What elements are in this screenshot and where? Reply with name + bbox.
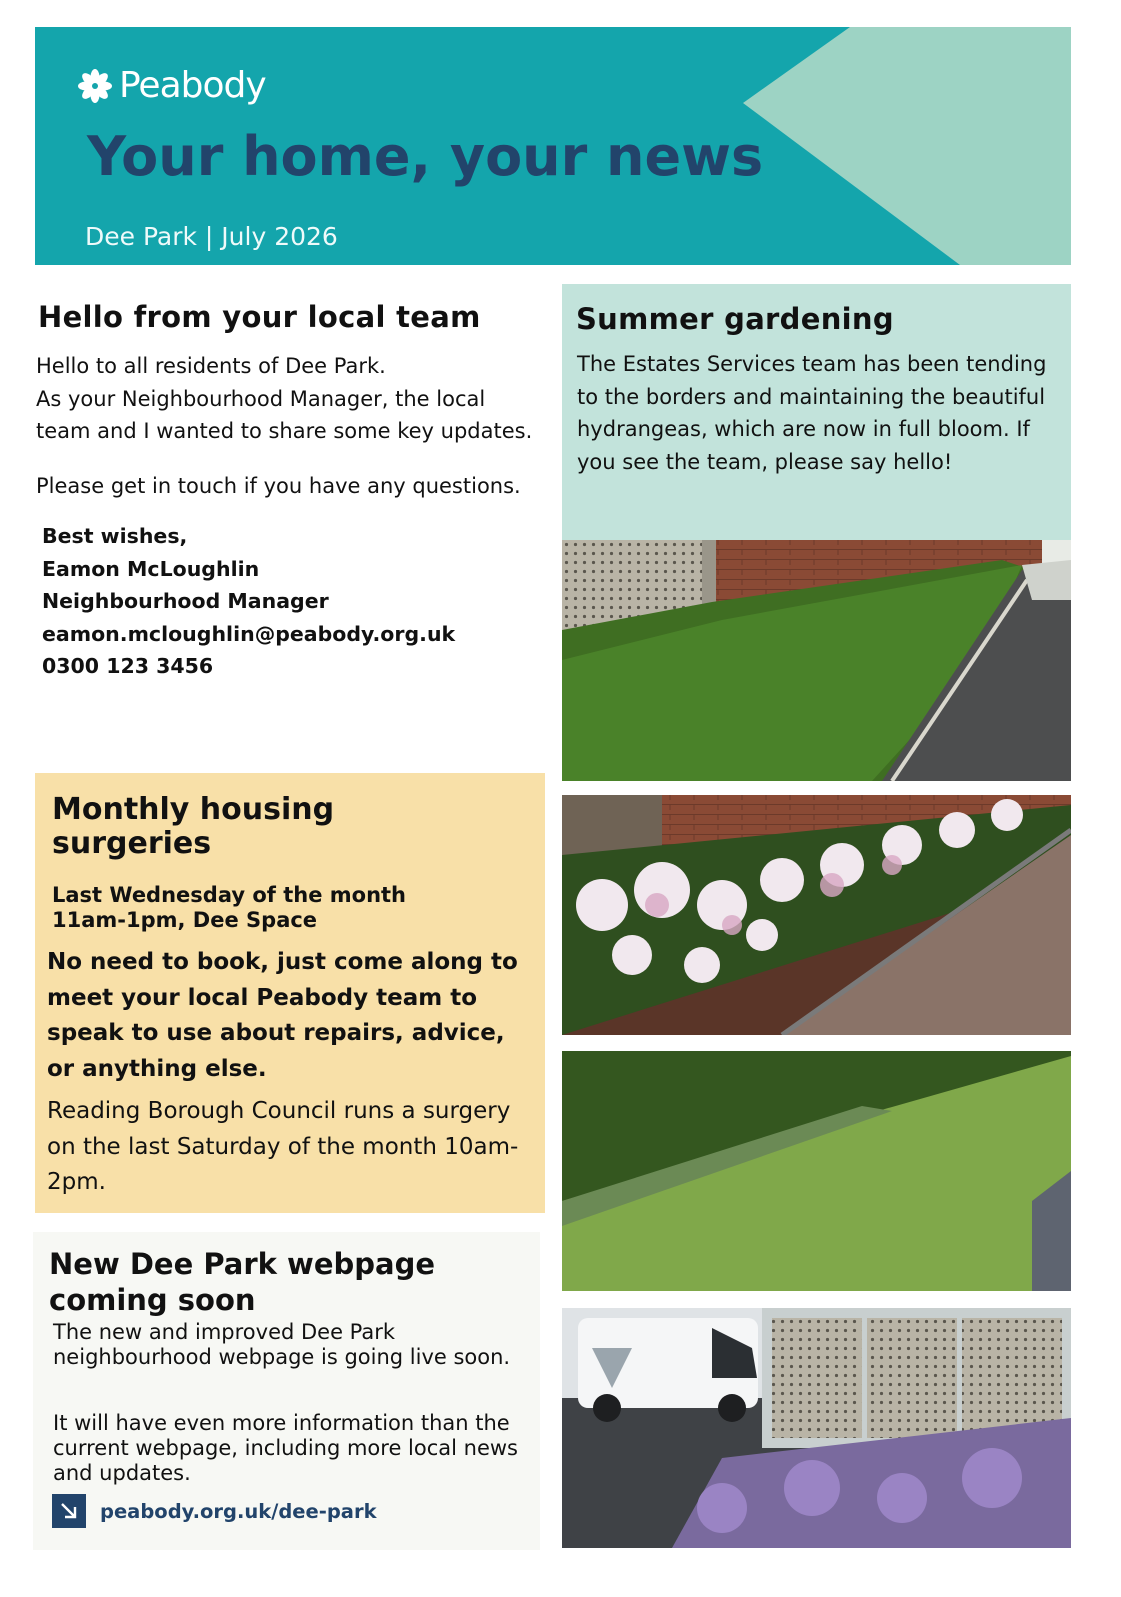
surgeries-when-time: 11am-1pm, Dee Space [52, 908, 318, 932]
surgeries-section [35, 773, 545, 1213]
hello-section [36, 300, 536, 683]
surgeries-when-day: Last Wednesday of the month [52, 883, 407, 907]
arrow-down-right-icon [52, 1494, 86, 1528]
manager-name: Eamon McLoughlin [42, 556, 260, 581]
gardening-text: The Estates Services team has been tending to the borders and maintaining the beautiful hydrangeas, which are now in full bloom. If you see the team, please say hello! [577, 352, 1047, 474]
hello-line-1: Hello to all residents of Dee Park. [36, 354, 386, 378]
van-lavender-photo [562, 1308, 1071, 1548]
page-title: Your home, your news [87, 125, 764, 188]
surgeries-heading-text: Monthly housing surgeries [52, 792, 335, 861]
webpage-para-1: The new and improved Dee Park neighbourhood webpage is going live soon. [53, 1320, 511, 1369]
gardening-section [562, 284, 1071, 540]
hedge-border-photo [562, 540, 1071, 781]
page-subtitle: Dee Park | July 2026 [85, 222, 338, 251]
webpage-link[interactable] [52, 1494, 377, 1528]
signature-block [42, 520, 536, 683]
webpage-section [33, 1232, 540, 1550]
manager-role: Neighbourhood Manager [42, 589, 329, 613]
peabody-logo [77, 65, 266, 106]
hello-line-3: Please get in touch if you have any questions. [36, 473, 521, 498]
webpage-heading-text: New Dee Park webpage coming soon [49, 1247, 436, 1317]
surgeries-council-text: Reading Borough Council runs a surgery on the last Saturday of the month 10am-2pm. [47, 1098, 519, 1195]
webpage-link-text[interactable]: peabody.org.uk/dee-park [100, 1499, 377, 1523]
signoff: Best wishes, [42, 524, 188, 548]
header-banner [35, 27, 1071, 265]
webpage-para-2: It will have even more information than the current webpage, including more local news and updates. [53, 1411, 518, 1485]
hello-line-2: As your Neighbourhood Manager, the local team and I wanted to share some key updates. [36, 386, 533, 443]
surgeries-when [52, 883, 406, 933]
gardening-heading: Summer gardening [576, 302, 894, 336]
hydrangeas-photo [562, 795, 1071, 1035]
manager-email[interactable]: eamon.mcloughlin@peabody.org.uk [42, 621, 456, 646]
manager-phone[interactable]: 0300 123 3456 [42, 654, 214, 678]
hello-heading: Hello from your local team [38, 300, 481, 334]
lawn-photo [562, 1051, 1071, 1291]
logo-text: Peabody [119, 65, 266, 106]
webpage-heading [49, 1246, 449, 1318]
flower-logo-icon [77, 68, 113, 104]
surgeries-bold-text: No need to book, just come along to meet your local Peabody team to speak to use about repairs, advice, or anything else. [47, 949, 518, 1082]
surgeries-heading [52, 793, 352, 861]
